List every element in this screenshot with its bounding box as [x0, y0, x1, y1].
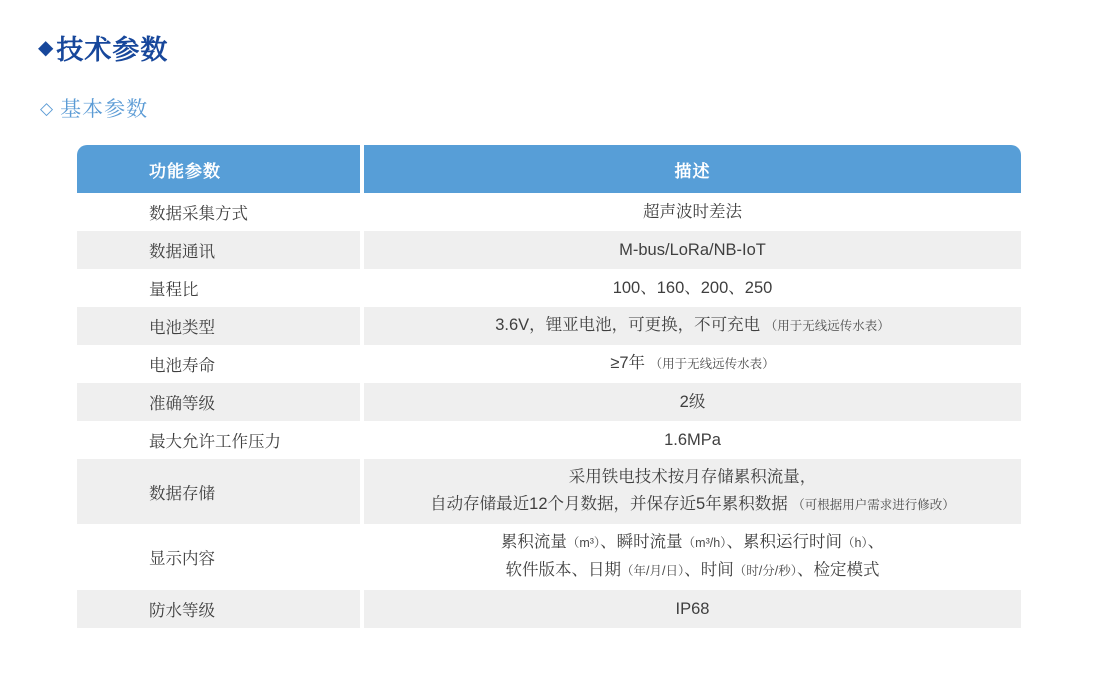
- param-description: [364, 383, 1021, 421]
- spec-table: [77, 145, 1021, 628]
- param-description: [364, 307, 1021, 345]
- description-line: ≥7年 （用于无线远传水表）: [610, 354, 775, 372]
- param-description: [364, 345, 1021, 383]
- description-line: 软件版本、日期（年/月/日）、时间（时/分/秒）、检定模式: [505, 561, 880, 579]
- description-line: IP68: [675, 599, 710, 618]
- param-label: 显示内容: [77, 524, 360, 590]
- description-line: 3.6V，锂亚电池，可更换，不可充电 （用于无线远传水表）: [495, 316, 890, 334]
- table-body: [77, 193, 1021, 628]
- table-header-row: [77, 145, 1021, 193]
- table-row: [77, 193, 1021, 231]
- diamond-filled-icon: ◆: [38, 36, 55, 59]
- description-line: 100、160、200、250: [612, 278, 773, 297]
- diamond-outline-icon: ◇: [40, 98, 55, 118]
- table-row: [77, 421, 1021, 459]
- param-label: 最大允许工作压力: [77, 421, 360, 459]
- table-row: [77, 524, 1021, 590]
- description-line: 超声波时差法: [643, 202, 742, 221]
- table-row: [77, 459, 1021, 524]
- table-row: [77, 383, 1021, 421]
- param-description: [364, 590, 1021, 628]
- table-row: [77, 590, 1021, 628]
- param-label: 数据存储: [77, 459, 360, 524]
- table-header-function-param: 功能参数: [77, 145, 360, 193]
- table-header-description: 描述: [364, 145, 1021, 193]
- section-title-text: 技术参数: [56, 35, 169, 65]
- description-line: 2级: [679, 392, 706, 411]
- table-row: [77, 231, 1021, 269]
- param-label: 电池寿命: [77, 345, 360, 383]
- section-title: [38, 28, 168, 67]
- param-label: 量程比: [77, 269, 360, 307]
- param-label: 准确等级: [77, 383, 360, 421]
- subsection-title: [40, 93, 148, 123]
- param-label: 数据通讯: [77, 231, 360, 269]
- table-row: [77, 345, 1021, 383]
- param-description: [364, 459, 1021, 524]
- param-description: [364, 524, 1021, 590]
- param-description: [364, 269, 1021, 307]
- description-line: 1.6MPa: [664, 430, 721, 449]
- param-label: 防水等级: [77, 590, 360, 628]
- table-row: [77, 307, 1021, 345]
- param-label: 数据采集方式: [77, 193, 360, 231]
- param-description: [364, 231, 1021, 269]
- param-description: [364, 421, 1021, 459]
- table-row: [77, 269, 1021, 307]
- description-line: 采用铁电技术按月存储累积流量，: [568, 468, 817, 486]
- param-label: 电池类型: [77, 307, 360, 345]
- description-line: 自动存储最近12个月数据，并保存近5年累积数据 （可根据用户需求进行修改）: [430, 495, 955, 513]
- description-line: 累积流量（m³）、瞬时流量（m³/h）、累积运行时间（h）、: [500, 533, 885, 551]
- param-description: [364, 193, 1021, 231]
- description-line: M-bus/LoRa/NB-IoT: [619, 240, 766, 259]
- subsection-title-text: 基本参数: [60, 98, 149, 121]
